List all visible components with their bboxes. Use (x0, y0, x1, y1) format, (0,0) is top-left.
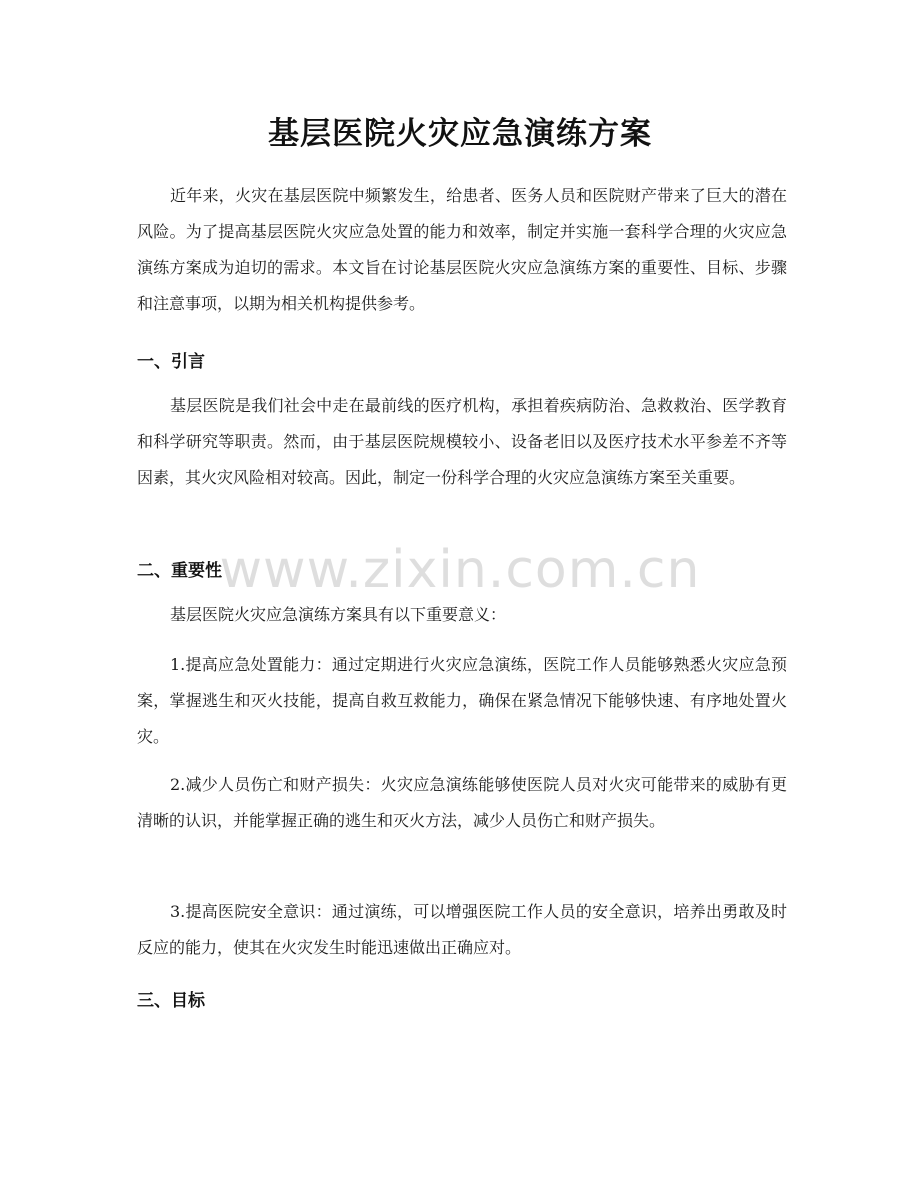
introduction-paragraph: 基层医院是我们社会中走在最前线的医疗机构，承担着疾病防治、急救救治、医学教育和科学研究等职责。然而，由于基层医院规模较小、设备老旧以及医疗技术水平参差不齐等因素，其火灾风险相对较高。因此，制定一份科学合理的火灾应急演练方案至关重要。 (137, 396, 787, 487)
importance-item-1: 1.提高应急处置能力：通过定期进行火灾应急演练，医院工作人员能够熟悉火灾应急预案，掌握逃生和灭火技能，提高自救互救能力，确保在紧急情况下能够快速、有序地处置火灾。 (137, 655, 787, 746)
section-heading-importance: 二、重要性 (137, 561, 222, 581)
intro-paragraph: 近年来，火灾在基层医院中频繁发生，给患者、医务人员和医院财产带来了巨大的潜在风险。为了提高基层医院火灾应急处置的能力和效率，制定并实施一套科学合理的火灾应急演练方案成为迫切的需求。本文旨在讨论基层医院火灾应急演练方案的重要性、目标、步骤和注意事项，以期为相关机构提供参考。 (137, 186, 787, 313)
importance-paragraph-lead: 基层医院火灾应急演练方案具有以下重要意义： (170, 605, 507, 624)
watermark: www.zixin.com.cn (219, 540, 701, 600)
document-title: 基层医院火灾应急演练方案 (268, 116, 652, 152)
importance-item-3: 3.提高医院安全意识：通过演练，可以增强医院工作人员的安全意识，培养出勇敢及时反应的能力，使其在火灾发生时能迅速做出正确应对。 (137, 902, 787, 957)
importance-item-2: 2.减少人员伤亡和财产损失：火灾应急演练能够使医院人员对火灾可能带来的威胁有更清晰的认识，并能掌握正确的逃生和灭火方法，减少人员伤亡和财产损失。 (137, 775, 787, 830)
section-heading-goals: 三、目标 (137, 991, 205, 1011)
section-heading-introduction: 一、引言 (137, 352, 205, 372)
